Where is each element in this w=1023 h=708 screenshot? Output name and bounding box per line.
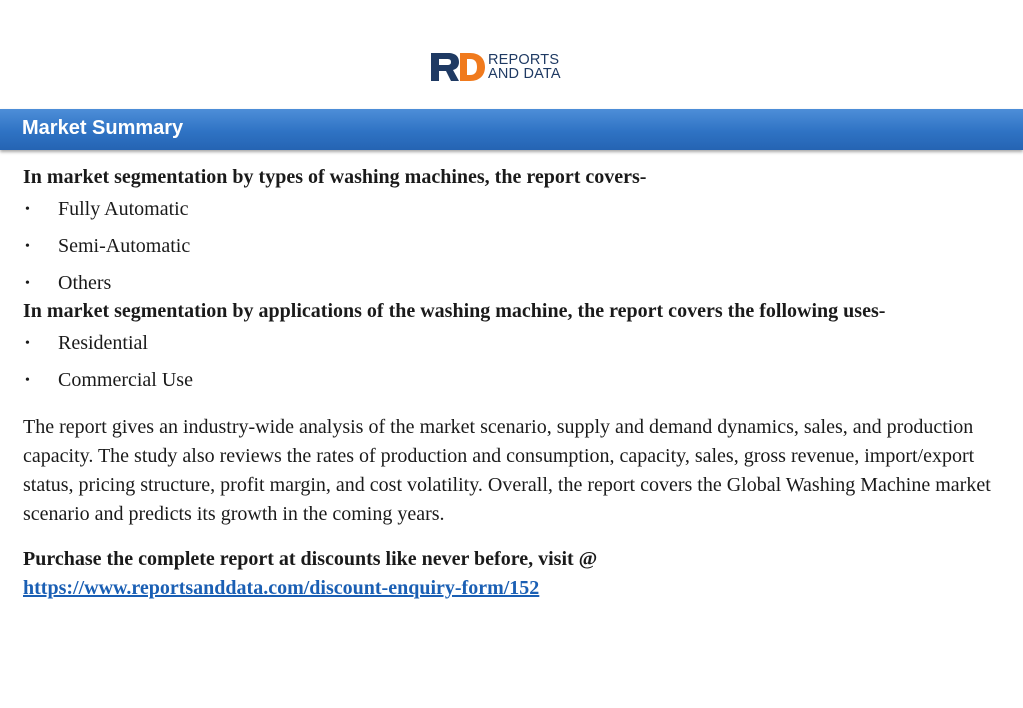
list-item: • Residential bbox=[23, 325, 993, 362]
section-title: Market Summary bbox=[22, 117, 184, 139]
section-banner bbox=[0, 109, 1023, 150]
list-item: • Semi-Automatic bbox=[23, 228, 993, 265]
discount-enquiry-link[interactable]: https://www.reportsanddata.com/discount-enquiry-form/152 bbox=[23, 577, 540, 599]
applications-list bbox=[23, 325, 993, 399]
market-summary-content bbox=[23, 164, 993, 603]
list-item: • Fully Automatic bbox=[23, 191, 993, 228]
applications-heading: In market segmentation by applications of the washing machine, the report covers the following uses- bbox=[23, 300, 886, 322]
list-item: • Commercial Use bbox=[23, 362, 993, 399]
types-heading: In market segmentation by types of washing machines, the report covers- bbox=[23, 166, 647, 188]
reports-and-data-logo bbox=[430, 52, 561, 82]
logo-text-line1: REPORTS bbox=[488, 52, 560, 68]
types-list bbox=[23, 191, 993, 302]
cta-text: Purchase the complete report at discounts like never before, visit @ bbox=[23, 548, 598, 570]
logo-text-line2: AND DATA bbox=[488, 66, 561, 82]
list-item: • Others bbox=[23, 265, 993, 302]
purchase-cta bbox=[23, 545, 993, 603]
rd-logo-icon bbox=[430, 52, 486, 82]
summary-paragraph: The report gives an industry-wide analysis of the market scenario, supply and demand dynamics, sales, and production capacity. The study also reviews the rates of production and consumption, capacity, sales, gross revenue, import/export status, pricing structure, profit margin, and cost volatility. Overall, the report covers the Global Washing Machine market scenario and predicts its growth in the coming years. bbox=[23, 416, 991, 525]
